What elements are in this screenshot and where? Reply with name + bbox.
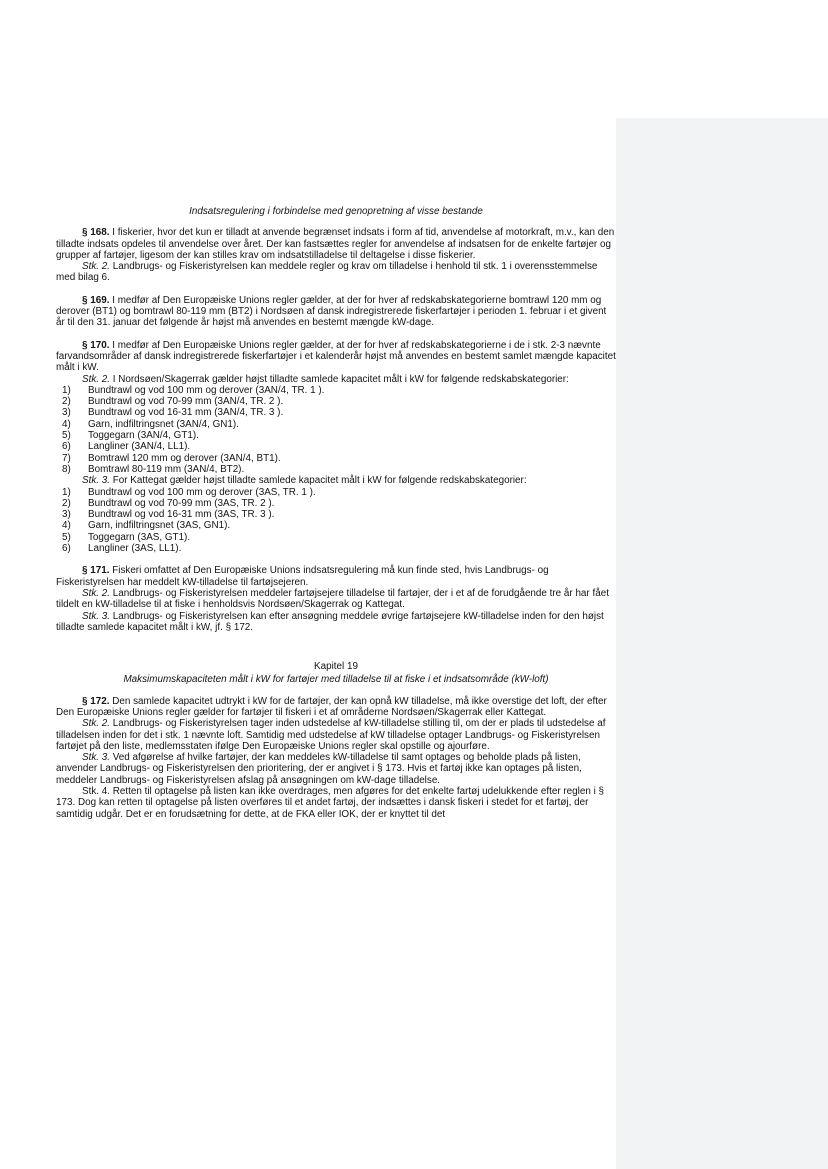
gear-category-list-north-sea <box>56 385 616 475</box>
list-item-number: 1) <box>62 486 71 498</box>
paragraph-171 <box>56 565 616 633</box>
list-item <box>56 441 616 452</box>
list-item <box>56 407 616 418</box>
list-item <box>56 520 616 531</box>
list-item-text: Bundtrawl og vod 16-31 mm (3AN/4, TR. 3 ). <box>88 407 284 419</box>
chapter-title: Maksimumskapaciteten målt i kW for fartøjer med tilladelse til at fiske i et indsatsområde (kW-loft) <box>123 674 549 686</box>
chapter-number: Kapitel 19 <box>314 661 358 673</box>
paragraph-171-main <box>56 565 616 588</box>
list-item-text: Bomtrawl 80-119 mm (3AN/4, BT2). <box>88 463 245 475</box>
list-item-number: 1) <box>62 384 71 396</box>
list-item-number: 6) <box>62 441 71 453</box>
paragraph-171-stk2 <box>56 588 616 611</box>
stk-text: Landbrugs- og Fiskeristyrelsen meddeler fartøjsejere tilladelse til fartøjer, der i et af de forudgående tre år har fået tildelt en kW-tilladelse til at fiske i henholdsvis Nordsøen/Skagerrak og Kattegat. <box>56 587 609 611</box>
list-item-text: Bomtrawl 120 mm og derover (3AN/4, BT1). <box>88 452 281 464</box>
list-item-number: 6) <box>62 543 71 555</box>
list-item-number: 3) <box>62 407 71 419</box>
stk-label: Stk. 2. <box>82 261 110 273</box>
paragraph-172-stk2 <box>56 718 616 752</box>
paragraph-168-stk2 <box>56 261 616 284</box>
stk-label: Stk. 3. <box>82 610 110 622</box>
section-number-168: § 168. <box>82 227 110 239</box>
stk-text: Landbrugs- og Fiskeristyrelsen kan efter ansøgning meddele øvrige fartøjsejere kW-tilladelse inden for den højst tilladte samlede kapacitet målt i kW, jf. § 172. <box>56 610 604 633</box>
paragraph-172-stk4: Stk. 4. Retten til optagelse på listen kan ikke overdrages, men afgøres for det enkelte fartøj udelukkende efter reglen i § 173. Dog kan retten til optagelse på listen overføres til et andet fartøj, der indsættes i dansk fiskeri i stedet for et fartøj, der samtidig udgår. Det er en forudsætning for dette, at de FKA eller IOK, der er knyttet til det <box>56 786 605 820</box>
paragraph-168 <box>56 227 616 283</box>
list-item-text: Bundtrawl og vod 100 mm og derover (3AN/4, TR. 1 ). <box>88 384 325 396</box>
list-item-text: Bundtrawl og vod 70-99 mm (3AN/4, TR. 2 ). <box>88 396 284 408</box>
stk-text: Landbrugs- og Fiskeristyrelsen tager inden udstedelse af kW-tilladelse stilling til, om der er plads til udstedelse af tilladelsen inden for det i stk. 1 nævnte loft. Samtidig med udstedelse af kW tilladelse optager Landbrugs- og Fiskeristyrelsen fartøjet på den liste, medlemsstaten ifølge Den Europæiske Unions regler skal opstille og ajourføre. <box>56 718 606 752</box>
paragraph-170-text: I medfør af Den Europæiske Unions regler gælder, at der for hver af redskabskategorierne i de i stk. 2-3 nævnte farvandsområder af dansk indregistrerede fiskerfartøjer i et kalenderår højst må anvendes en bestemt samlet mængde kapacitet målt i kW. <box>56 339 616 374</box>
list-item <box>56 498 616 509</box>
list-item-number: 2) <box>62 396 71 408</box>
section-number-172: § 172. <box>82 695 110 707</box>
list-item <box>56 509 616 520</box>
stk-text: Ved afgørelse af hvilke fartøjer, der kan meddeles kW-tilladelse til samt optages og beholde plads på listen, anvender Landbrugs- og Fiskeristyrelsen den prioritering, der er angivet i § 173. Hvis et fartøj ikke kan optages på listen, meddeler Landbrugs- og Fiskeristyrelsen afslag på ansøgningen om kW-dage tilladelse. <box>56 752 582 786</box>
list-item-text: Langliner (3AN/4, LL1). <box>88 441 191 453</box>
list-item <box>56 385 616 396</box>
list-item <box>56 487 616 498</box>
paragraph-169-main <box>56 295 616 329</box>
paragraph-172 <box>56 696 616 820</box>
stk-label: Stk. 2. <box>82 373 110 385</box>
paragraph-169 <box>56 295 616 329</box>
list-item-number: 2) <box>62 497 71 509</box>
list-item <box>56 419 616 430</box>
stk-text: For Kattegat gælder højst tilladte samlede kapacitet målt i kW for følgende redskabskategorier: <box>110 475 527 487</box>
list-item-text: Toggegarn (3AN/4, GT1). <box>88 430 199 442</box>
section-number-169: § 169. <box>82 294 110 306</box>
stk-label: Stk. 2. <box>82 718 110 730</box>
stk-label: Stk. 2. <box>82 587 110 599</box>
stk-label: Stk. 3. <box>82 475 110 487</box>
section-number-170: § 170. <box>82 339 110 351</box>
list-item-text: Bundtrawl og vod 70-99 mm (3AS, TR. 2 ). <box>88 497 275 509</box>
list-item <box>56 396 616 407</box>
list-item-number: 5) <box>62 531 71 543</box>
paragraph-170-stk2 <box>56 374 616 385</box>
list-item-number: 4) <box>62 520 71 532</box>
document-page <box>56 206 616 831</box>
paragraph-170-main <box>56 340 616 374</box>
list-item <box>56 453 616 464</box>
paragraph-170-stk3 <box>56 475 616 486</box>
scan-margin-shading <box>616 118 828 1169</box>
paragraph-168-main <box>56 227 616 261</box>
section-number-171: § 171. <box>82 565 110 577</box>
list-item-text: Langliner (3AS, LL1). <box>88 543 182 555</box>
list-item-number: 3) <box>62 509 71 521</box>
stk-text: I Nordsøen/Skagerrak gælder højst tilladte samlede kapacitet målt i kW for følgende redskabskategorier: <box>110 373 569 385</box>
list-item-text: Bundtrawl og vod 16-31 mm (3AS, TR. 3 ). <box>88 509 275 521</box>
paragraph-171-text: Fiskeri omfattet af Den Europæiske Unions indsatsregulering må kun finde sted, hvis Landbrugs- og Fiskeristyrelsen har meddelt kW-tilladelse til fartøjsejeren. <box>56 565 549 588</box>
list-item <box>56 430 616 441</box>
list-item-text: Garn, indfiltringsnet (3AS, GN1). <box>88 520 231 532</box>
list-item-text: Garn, indfiltringsnet (3AN/4, GN1). <box>88 418 239 430</box>
list-item-text: Toggegarn (3AS, GT1). <box>88 531 191 543</box>
list-item <box>56 532 616 543</box>
stk-text: Landbrugs- og Fiskeristyrelsen kan meddele regler og krav om tilladelse i henhold til stk. 1 i overensstemmelse med bilag 6. <box>56 261 598 284</box>
list-item-number: 5) <box>62 430 71 442</box>
paragraph-172-text: Den samlede kapacitet udtrykt i kW for de fartøjer, der kan opnå kW tilladelse, må ikke overstige det loft, der efter Den Europæiske Unions regler gælder for fartøjer til fiskeri i et af områderne Nordsøen/Skagerrak eller Kattegat. <box>56 695 607 718</box>
paragraph-172-main <box>56 696 616 719</box>
list-item-number: 7) <box>62 452 71 464</box>
list-item <box>56 464 616 475</box>
paragraph-172-stk3 <box>56 752 616 786</box>
list-item-number: 4) <box>62 418 71 430</box>
list-item <box>56 543 616 554</box>
stk-label: Stk. 3. <box>82 752 110 764</box>
section-heading: Indsatsregulering i forbindelse med genopretning af visse bestande <box>189 206 483 217</box>
gear-category-list-kattegat <box>56 487 616 555</box>
list-item-text: Bundtrawl og vod 100 mm og derover (3AS, TR. 1 ). <box>88 486 316 498</box>
paragraph-170 <box>56 340 616 555</box>
list-item-number: 8) <box>62 463 71 475</box>
paragraph-169-text: I medfør af Den Europæiske Unions regler gælder, at der for hver af redskabskategorierne bomtrawl 120 mm og derover (BT1) og bomtrawl 80-119 mm (BT2) i Nordsøen af dansk indregistrerede fiskerfartøjer i perioden 1. februar i et givent år til den 31. januar det følgende år højst må anvendes en bestemt mængde kW-dage. <box>56 294 607 329</box>
paragraph-168-text: I fiskerier, hvor det kun er tilladt at anvende begrænset indsats i form af tid, anvendelse af motorkraft, m.v., kan den tilladte indsats opdeles til anvendelse over året. Der kan fastsættes regler for anvendelse af indsatsen for de enkelte fartøjer og grupper af fartøjer, ligesom der kan stilles krav om indsatstilladelse til deltagelse i disse fiskerier. <box>56 227 615 261</box>
paragraph-171-stk3 <box>56 611 616 634</box>
